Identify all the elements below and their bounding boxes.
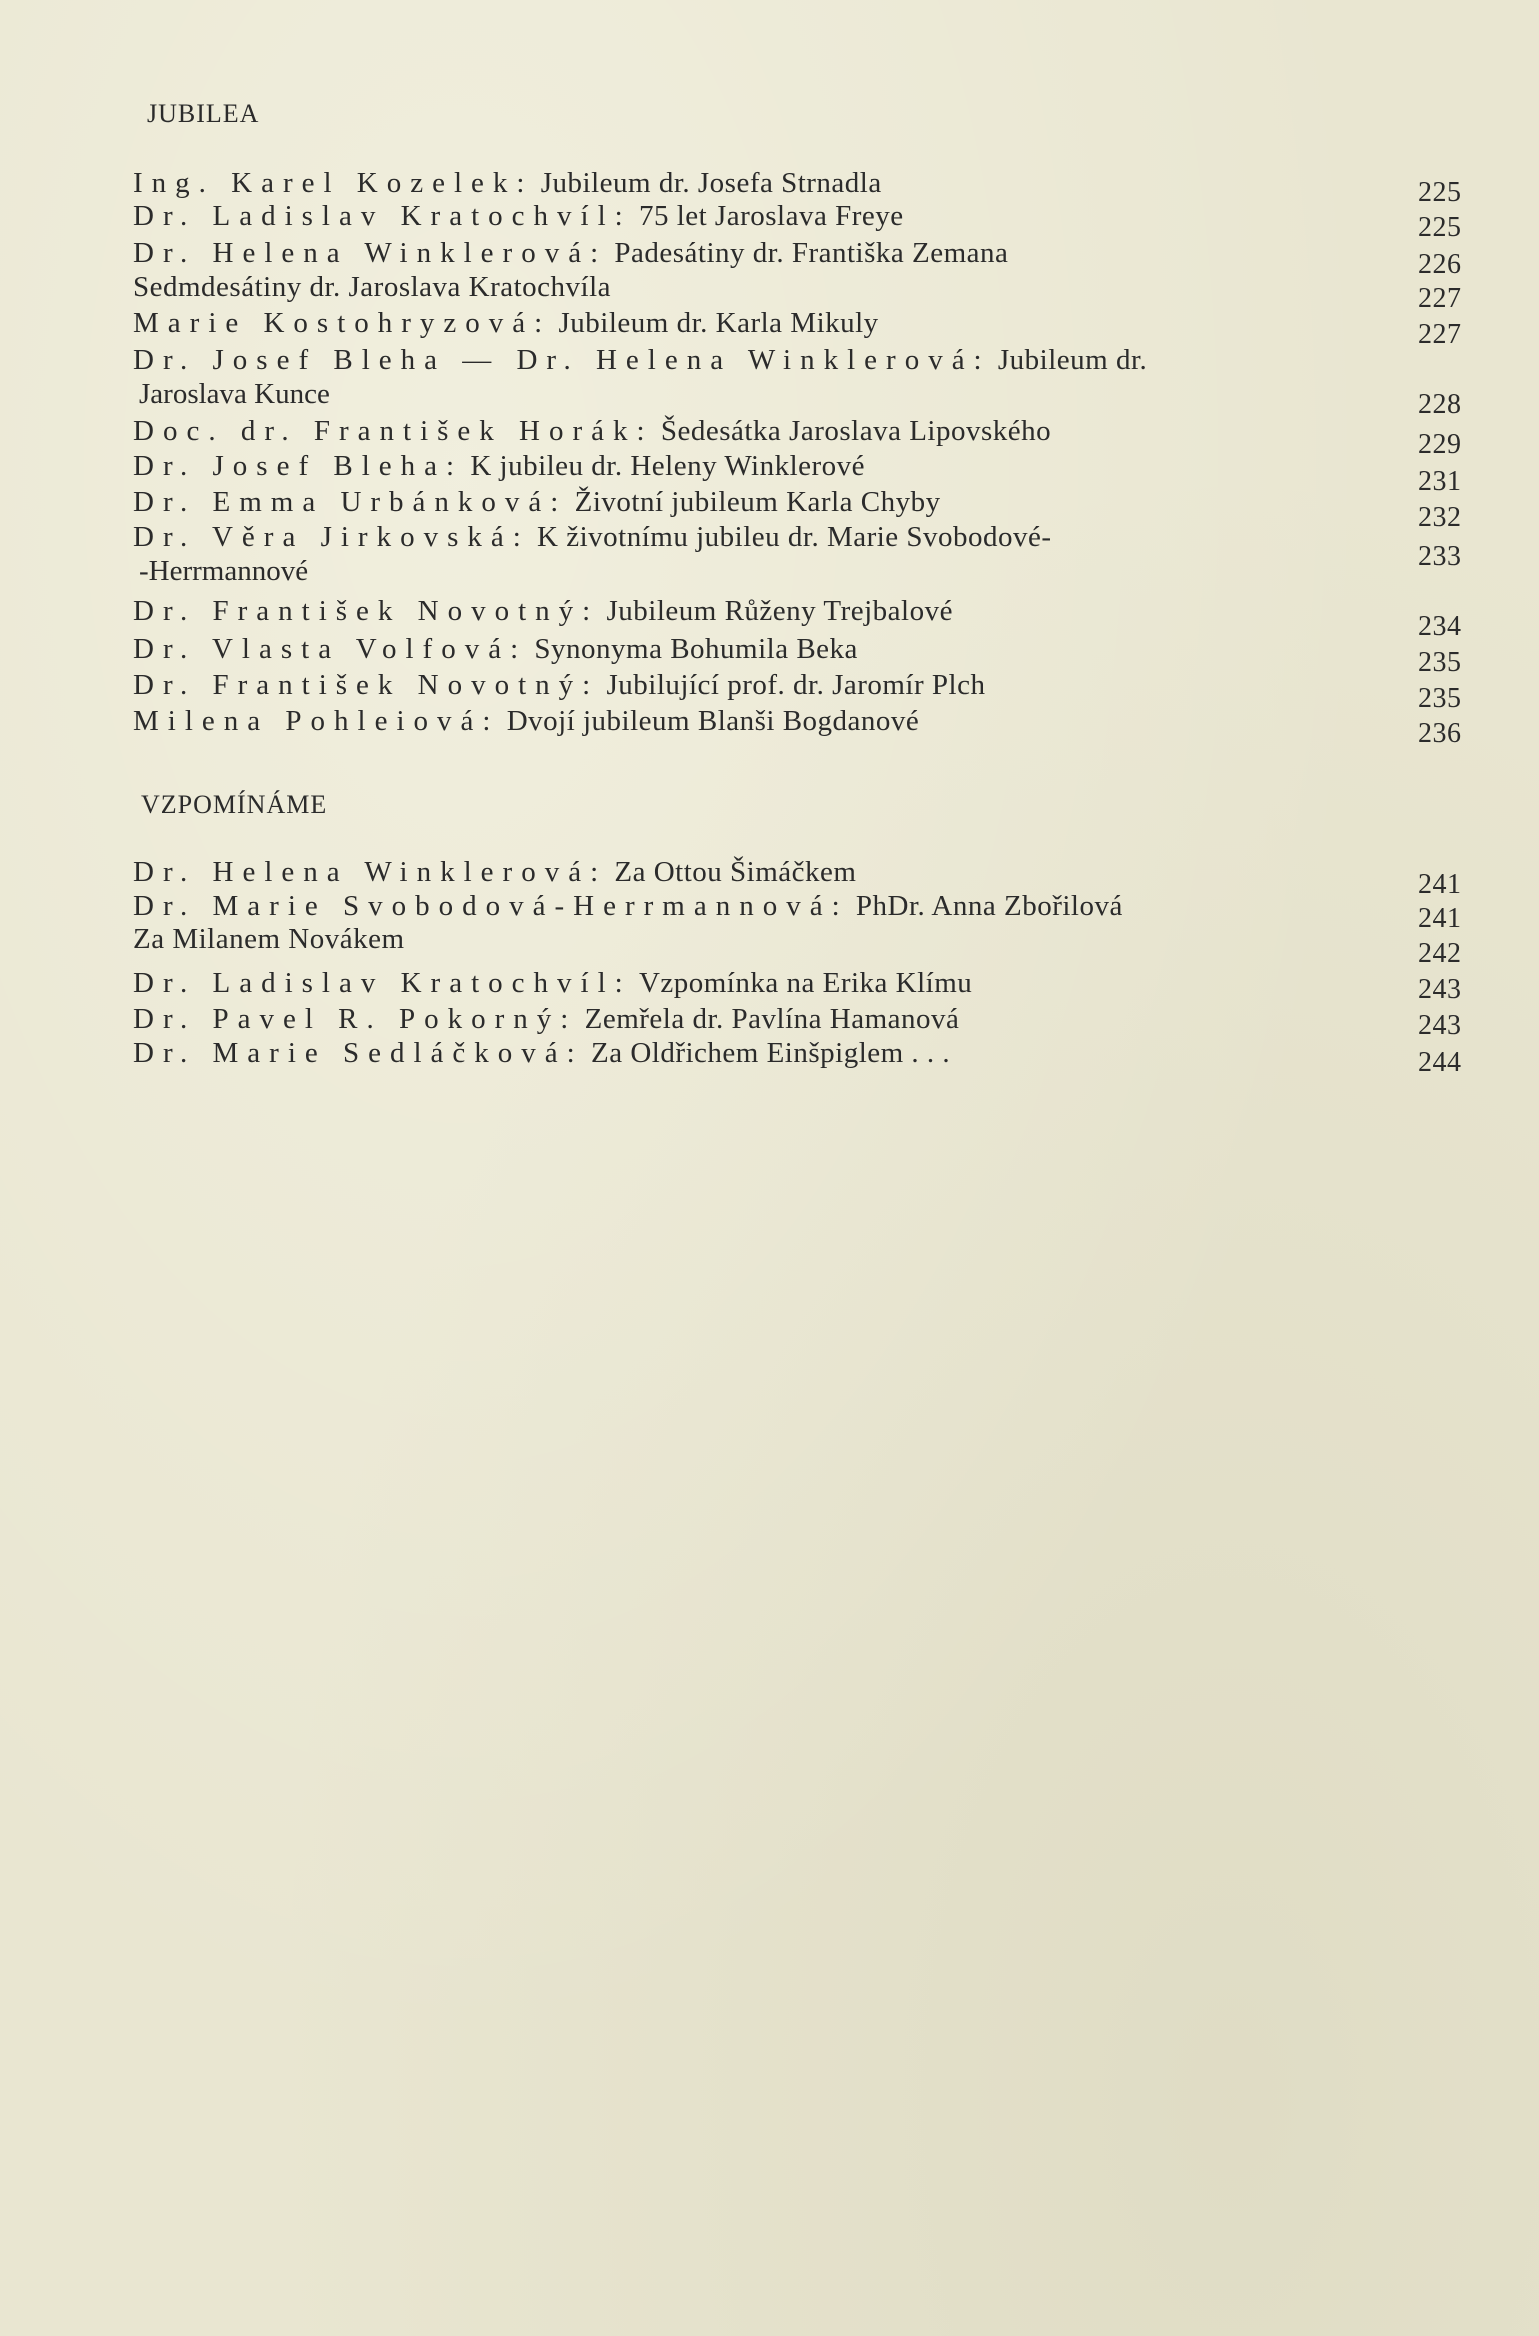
entry-page: 241	[1418, 903, 1462, 934]
toc-entry	[133, 270, 1473, 314]
entry-page: 243	[1418, 974, 1462, 1005]
entry-page: 226	[1418, 249, 1462, 280]
entry-page: 225	[1418, 177, 1462, 208]
entry-title: Za Ottou Šimáčkem	[614, 856, 857, 888]
toc-entry	[133, 199, 1473, 243]
entry-title: 75 let Jaroslava Freye	[638, 200, 904, 232]
toc-entry	[133, 922, 1473, 969]
entry-author: Dr. Josef Bleha — Dr. Helena Winklerová:	[133, 344, 991, 376]
entry-author: Dr. Ladislav Kratochvíl:	[133, 200, 632, 232]
toc-entry	[133, 166, 1473, 208]
entry-author: Dr. Emma Urbánková:	[133, 486, 568, 518]
entry-author: Dr. Marie Svobodová-Herrmannová:	[133, 890, 849, 922]
entry-title: PhDr. Anna Zbořilová	[855, 890, 1123, 922]
entry-author: Dr. Josef Bleha:	[133, 450, 464, 482]
entry-author: Milena Pohleiová:	[133, 705, 500, 737]
entry-author: Dr. Helena Winklerová:	[133, 237, 608, 269]
entry-title: Padesátiny dr. Františka Zemana	[614, 237, 1009, 269]
entry-title-continuation: Jaroslava Kunce	[139, 378, 330, 410]
toc-entry	[133, 1036, 1473, 1078]
entry-page: 231	[1418, 466, 1462, 497]
entry-author: Dr. Vlasta Volfová:	[133, 633, 528, 665]
entry-title: Jubileum dr. Karla Mikuly	[558, 307, 879, 339]
toc-entry	[133, 414, 1473, 460]
section-heading-jubilea: JUBILEA	[147, 99, 260, 128]
toc-entry	[133, 343, 1473, 420]
entry-title: Jubileum dr.	[997, 344, 1148, 376]
entry-title: Za Milanem Novákem	[133, 923, 405, 955]
entry-title: Jubilující prof. dr. Jaromír Plch	[606, 669, 986, 701]
entry-title: Jubileum Růženy Trejbalové	[606, 595, 953, 627]
toc-entry	[133, 704, 1473, 749]
entry-author: Dr. František Novotný:	[133, 669, 600, 701]
entry-page: 227	[1418, 319, 1462, 350]
entry-title: K jubileu dr. Heleny Winklerové	[470, 450, 866, 482]
entry-author: Marie Kostohryzová:	[133, 307, 552, 339]
entry-title: Životní jubileum Karla Chyby	[574, 486, 941, 518]
toc-entry	[133, 520, 1473, 588]
entry-author: Dr. Helena Winklerová:	[133, 856, 608, 888]
entry-title: Sedmdesátiny dr. Jaroslava Kratochvíla	[133, 271, 612, 303]
entry-page: 236	[1418, 718, 1462, 749]
entry-title: Dvojí jubileum Blanši Bogdanové	[506, 705, 920, 737]
entry-author: Doc. dr. František Horák:	[133, 415, 654, 447]
entry-title: Šedesátka Jaroslava Lipovského	[660, 415, 1052, 447]
toc-entry	[133, 306, 1473, 350]
toc-entry	[133, 485, 1473, 533]
entry-page: 243	[1418, 1010, 1462, 1041]
entry-title: Zemřela dr. Pavlína Hamanová	[584, 1003, 960, 1035]
toc-entry	[133, 668, 1473, 714]
toc-entry	[133, 966, 1473, 1005]
entry-page: 235	[1418, 683, 1462, 714]
section-heading-vzpominame: VZPOMÍNÁME	[141, 790, 328, 819]
toc-entry	[133, 594, 1473, 642]
toc-entry	[133, 1002, 1473, 1041]
entry-page: 234	[1418, 611, 1462, 642]
entry-page: 233	[1418, 541, 1462, 572]
entry-page: 229	[1418, 429, 1462, 460]
entry-page: 241	[1418, 869, 1462, 900]
entry-author: Dr. Věra Jirkovská:	[133, 521, 530, 553]
toc-entry	[133, 632, 1473, 678]
entry-author: Dr. Pavel R. Pokorný:	[133, 1003, 578, 1035]
toc-entry	[133, 889, 1473, 934]
entry-page: 232	[1418, 502, 1462, 533]
entry-author: Dr. Marie Sedláčková:	[133, 1037, 584, 1069]
entry-page: 227	[1418, 283, 1462, 314]
toc-entry	[133, 855, 1473, 900]
entry-title: K životnímu jubileu dr. Marie Svobodové-	[537, 521, 1052, 553]
entry-author: Dr. Ladislav Kratochvíl:	[133, 967, 632, 999]
entry-title-continuation: -Herrmannové	[139, 555, 309, 587]
entry-page: 242	[1418, 938, 1462, 969]
entry-page: 225	[1418, 212, 1462, 243]
toc-entry	[133, 236, 1473, 280]
entry-page: 244	[1418, 1047, 1462, 1078]
entry-title: Synonyma Bohumila Beka	[534, 633, 858, 665]
entry-page: 228	[1418, 389, 1462, 420]
toc-entry	[133, 449, 1473, 497]
entry-author: Ing. Karel Kozelek:	[133, 167, 534, 199]
entry-author: Dr. František Novotný:	[133, 595, 600, 627]
entry-title: Za Oldřichem Einšpiglem . . .	[590, 1037, 951, 1069]
entry-page: 235	[1418, 647, 1462, 678]
entry-title: Jubileum dr. Josefa Strnadla	[540, 167, 882, 199]
entry-title: Vzpomínka na Erika Klímu	[638, 967, 973, 999]
